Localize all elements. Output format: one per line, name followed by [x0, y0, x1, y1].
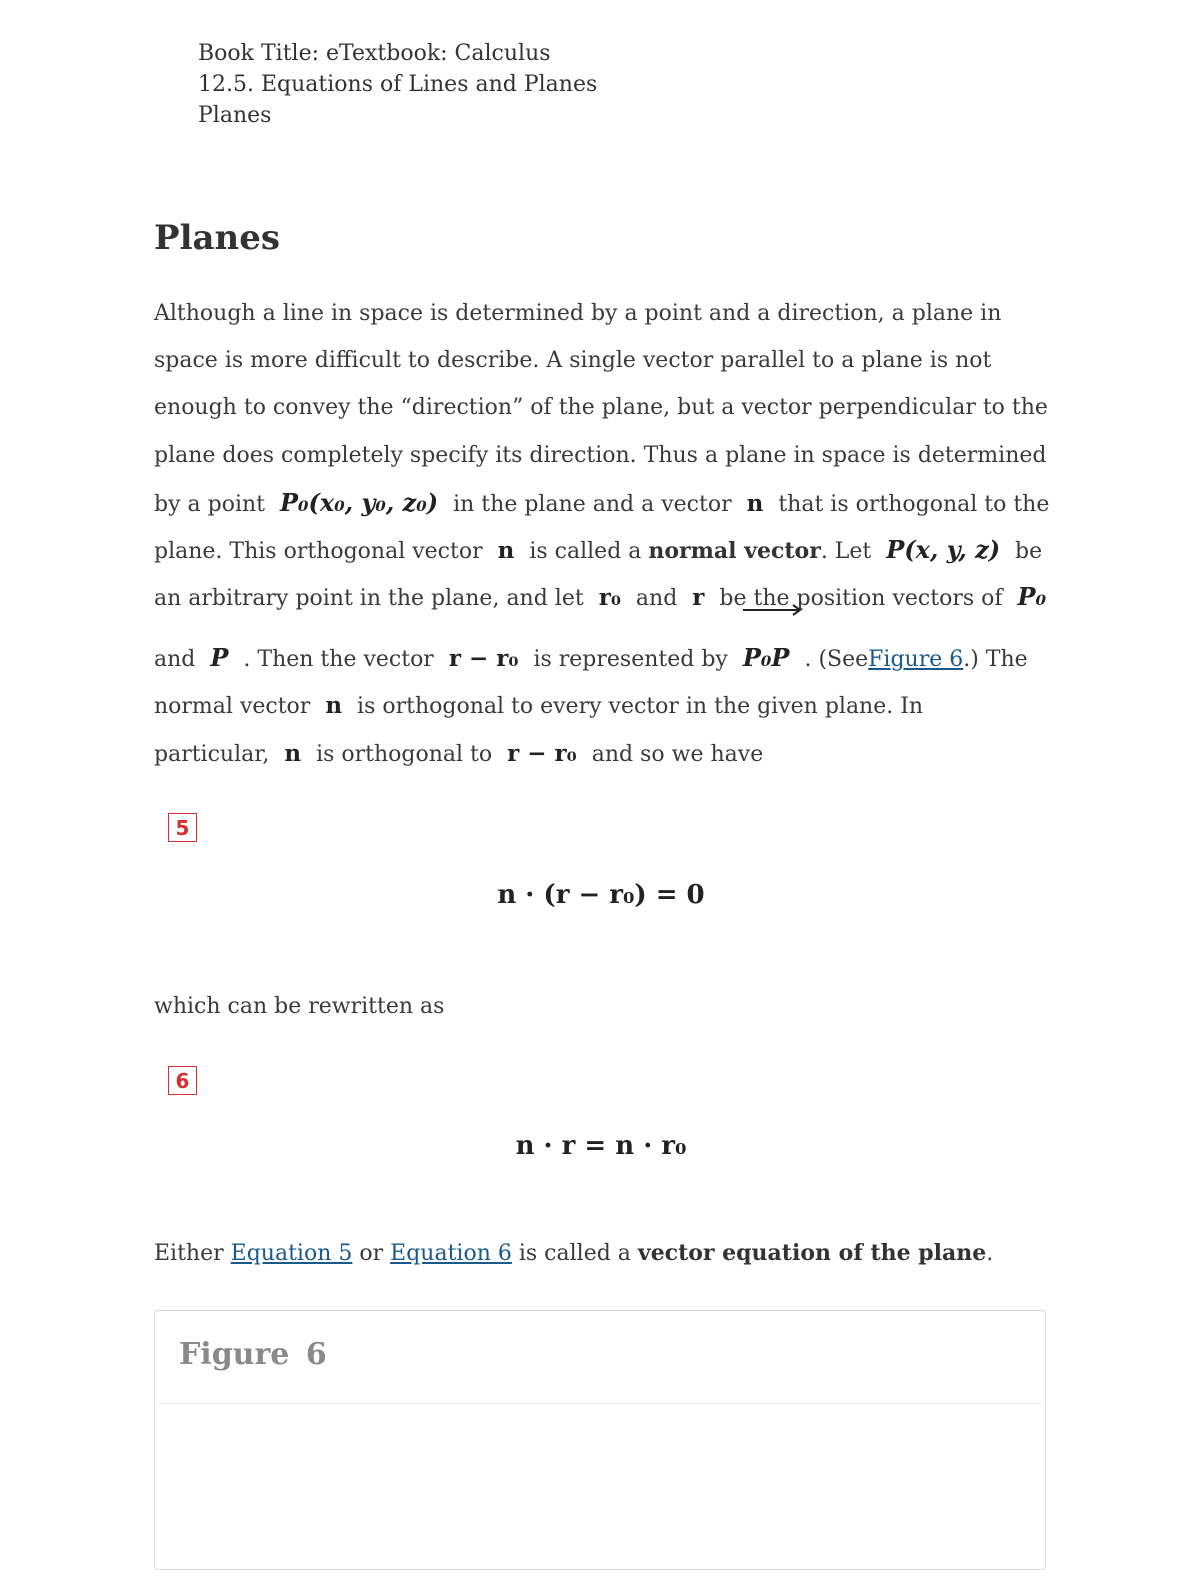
math-vector-difference: r − r₀	[507, 739, 577, 767]
text-line	[154, 526, 1048, 573]
text-run: is represented by	[533, 647, 728, 673]
figure-divider	[155, 1403, 1045, 1404]
text-run: that is orthogonal to the	[778, 491, 1050, 517]
text-run: particular,	[154, 741, 270, 767]
text-run: by a point	[154, 491, 265, 517]
math-point-p: P	[210, 643, 229, 673]
text-line	[154, 479, 1048, 526]
text-line	[154, 620, 1048, 682]
text-run: be the position vectors of	[719, 586, 1003, 612]
text-run: and so we have	[591, 741, 764, 767]
math-vector-label: P₀P	[742, 643, 790, 673]
text-run: . Let	[820, 538, 872, 564]
section-title: 12.5. Equations of Lines and Planes	[198, 72, 598, 97]
book-header	[198, 38, 597, 131]
text-run: .) The	[963, 647, 1028, 673]
equation-6-link[interactable]: Equation 6	[390, 1241, 512, 1266]
text-line: plane does completely specify its direction. Thus a plane in space is determined	[154, 442, 1047, 468]
math-vector-n: n	[325, 692, 343, 720]
text-run: . Then the vector	[243, 647, 434, 673]
math-point-p0: P₀(x₀, y₀, z₀)	[280, 487, 439, 517]
math-vector-difference: r − r₀	[448, 645, 519, 673]
math-point-p: P(x, y, z)	[886, 534, 1001, 564]
term-vector-equation: vector equation of the plane	[637, 1240, 987, 1266]
rewrite-text: which can be rewritten as	[154, 994, 445, 1019]
equation-5-badge: 5	[168, 813, 197, 842]
math-vector-p0p	[743, 620, 790, 695]
text-run: or	[359, 1241, 384, 1266]
book-title: Book Title: eTextbook: Calculus	[198, 41, 551, 66]
text-run: in the plane and a vector	[453, 491, 732, 517]
text-line	[154, 730, 1048, 777]
equation-6: n · r = n · r₀	[515, 1131, 687, 1161]
text-run: normal vector	[154, 694, 311, 720]
text-run: and	[635, 586, 678, 612]
text-run: . (See	[804, 647, 869, 673]
figure-title: Figure 6	[179, 1337, 327, 1372]
math-point-p0: P₀	[1017, 582, 1047, 612]
math-vector-n: n	[497, 536, 515, 564]
equation-5-link[interactable]: Equation 5	[230, 1241, 353, 1266]
page-title: Planes	[154, 218, 281, 258]
conclusion-paragraph	[154, 1236, 1048, 1271]
equation-5: n · (r − r₀) = 0	[497, 880, 705, 910]
intro-paragraph	[154, 290, 1048, 777]
math-vector-r0: r₀	[598, 584, 621, 612]
subsection-title: Planes	[198, 103, 272, 128]
text-run: plane. This orthogonal vector	[154, 538, 483, 564]
text-run: is orthogonal to every vector in the given plane. In	[357, 694, 924, 720]
math-vector-n: n	[746, 489, 764, 517]
figure-6-box	[154, 1310, 1046, 1570]
text-line	[154, 573, 1048, 620]
text-run: an arbitrary point in the plane, and let	[154, 586, 584, 612]
text-line	[154, 682, 1048, 729]
term-normal-vector: normal vector	[648, 537, 821, 564]
math-vector-n: n	[284, 739, 302, 767]
text-run: and	[154, 647, 196, 673]
text-run: .	[986, 1241, 994, 1266]
text-run: be	[1015, 538, 1043, 564]
equation-6-badge: 6	[168, 1066, 197, 1095]
text-run: is called a	[518, 1241, 631, 1266]
math-vector-r: r	[692, 584, 705, 612]
text-run: is called a	[529, 538, 642, 564]
vector-arrow-icon	[743, 604, 803, 616]
text-line: space is more difficult to describe. A single vector parallel to a plane is not	[154, 348, 992, 374]
text-run: is orthogonal to	[316, 741, 493, 767]
text-line: enough to convey the “direction” of the plane, but a vector perpendicular to the	[154, 395, 1048, 421]
figure-6-link[interactable]: Figure 6	[868, 647, 964, 673]
text-line: Although a line in space is determined by a point and a direction, a plane in	[154, 301, 1002, 326]
text-run: Either	[154, 1241, 224, 1266]
